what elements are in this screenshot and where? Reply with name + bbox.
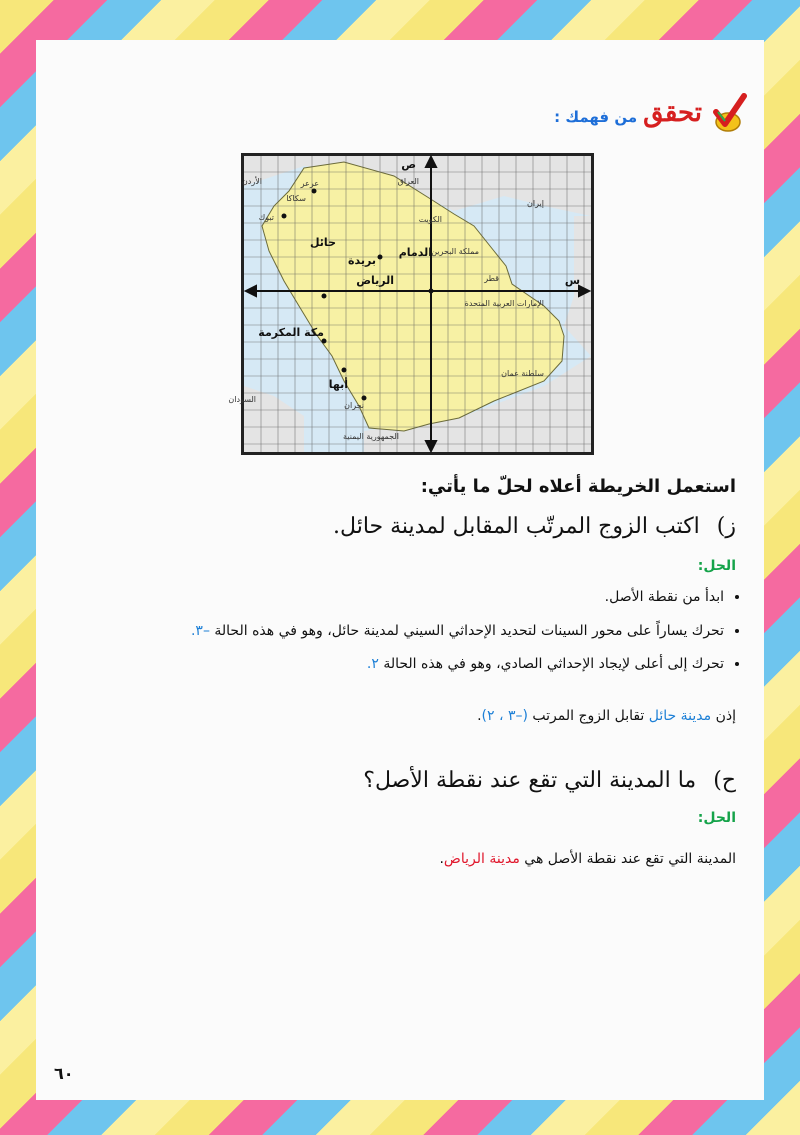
x-value: –٣. xyxy=(190,622,210,639)
heading-main: تحقق xyxy=(643,98,702,128)
answer: المدينة التي تقع عند نقطة الأصل هي مدينة الرياض. xyxy=(439,851,736,867)
label-tabuk: تبوك xyxy=(258,213,274,222)
question-h-letter: ح) xyxy=(713,768,736,793)
label-riyadh: الرياض xyxy=(356,274,394,287)
label-dammam: الدمام xyxy=(398,246,432,259)
label-oman: سلطنة عمان xyxy=(501,369,544,378)
question-z-letter: ز) xyxy=(716,514,736,539)
question-z-text: اكتب الزوج المرتّب المقابل لمدينة حائل. xyxy=(333,514,700,539)
list-item: • ابدأ من نقطة الأصل. xyxy=(34,588,724,608)
label-jordan: الأردن xyxy=(241,177,262,186)
label-yemen: الجمهورية اليمنية xyxy=(342,432,399,441)
list-item: • تحرك يساراً على محور السينات لتحديد الإحداثي السيني لمدينة حائل، وهو في هذه الحالة –٣. xyxy=(34,622,724,642)
label-iraq: العراق xyxy=(397,177,419,186)
heading-rest: من فهمك : xyxy=(554,108,638,126)
label-makkah: مكة المكرمة xyxy=(258,326,324,339)
label-abha: أبها xyxy=(328,378,348,391)
page xyxy=(36,40,764,1100)
label-buraydah: بريدة xyxy=(348,254,376,267)
label-kuwait: الكويت xyxy=(418,215,442,224)
y-value: ٢. xyxy=(366,656,379,673)
list-item: • تحرك إلى أعلى لإيجاد الإحداثي الصادي، وهو في هذه الحالة ٢. xyxy=(34,655,724,675)
page-number: ٦٠ xyxy=(54,1064,74,1083)
solution-steps xyxy=(34,588,746,689)
solution-label-1: الحل: xyxy=(697,558,736,574)
label-najran: نجران xyxy=(344,401,364,410)
instruction: استعمل الخريطة أعلاه لحلّ ما يأتي: xyxy=(420,476,736,497)
question-h-text: ما المدينة التي تقع عند نقطة الأصل؟ xyxy=(363,768,697,793)
label-qatar: قطر xyxy=(484,274,499,283)
ordered-pair: (–٣ ، ٢) xyxy=(481,708,528,724)
label-x-axis: س xyxy=(564,274,580,287)
check-icon xyxy=(708,92,750,134)
label-sakaka: سكاكا xyxy=(286,194,306,203)
conclusion-city: مدينة حائل xyxy=(648,708,712,724)
label-bahrain: مملكة البحرين xyxy=(431,247,479,256)
saudi-map xyxy=(228,153,594,455)
answer-city: مدينة الرياض xyxy=(443,851,520,867)
label-arar: عرعر xyxy=(300,179,319,188)
label-uae: الإمارات العربية المتحدة xyxy=(464,299,544,308)
section-heading xyxy=(554,92,750,134)
label-iran: إيران xyxy=(527,199,544,208)
question-h xyxy=(363,768,736,793)
label-sudan: السودان xyxy=(228,395,256,404)
question-z xyxy=(333,514,736,539)
label-y-axis: ص xyxy=(401,158,416,171)
label-hail: حائل xyxy=(309,236,336,249)
solution-label-2: الحل: xyxy=(697,810,736,826)
conclusion: إذن مدينة حائل تقابل الزوج المرتب (–٣ ، ٢). xyxy=(477,708,736,724)
